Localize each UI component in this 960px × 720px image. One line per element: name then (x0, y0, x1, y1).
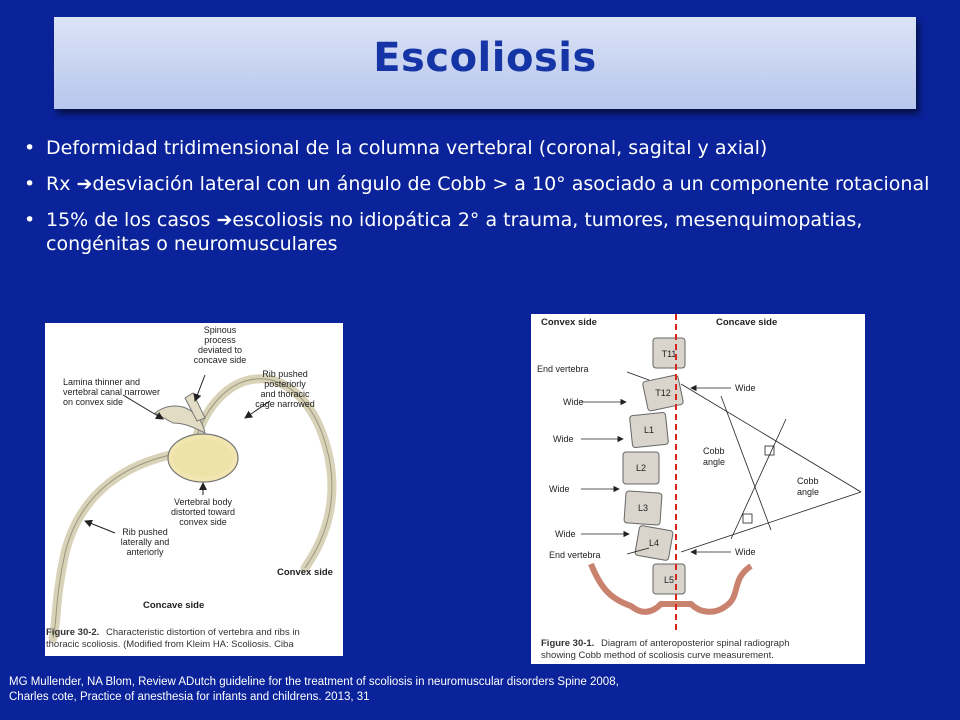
spinous-label: concave side (193, 355, 247, 365)
bullet-dot: • (24, 137, 36, 159)
wide-label: Wide (735, 383, 756, 393)
end-vertebra-label: End vertebra (549, 550, 601, 560)
vertebra-label: L3 (637, 503, 649, 513)
title-box (54, 17, 916, 109)
wide-label: Wide (553, 434, 574, 444)
vertebral-body-label: convex side (179, 517, 227, 527)
bullet-text: 15% de los casos ➔escoliosis no idiopática 2° a trauma, tumores, mesenquimopatias, congénitas o neuromusculares (46, 209, 863, 255)
convex-side-label: Convex side (277, 567, 333, 578)
vertebra-label: L4 (648, 538, 660, 548)
figure-caption-text: Characteristic distortion of vertebra and ribs in (105, 627, 300, 638)
vertebra-label: L5 (663, 575, 675, 585)
vertebra-label: T12 (655, 388, 671, 398)
lamina-label: vertebral canal narrower (63, 387, 161, 397)
bullet-text: Rx ➔desviación lateral con un ángulo de Cobb > a 10° asociado a un componente rotacional (46, 173, 930, 195)
bullet-dot: • (24, 173, 36, 195)
spinous-label: Spinous (203, 325, 237, 335)
citation (9, 675, 909, 705)
concave-side-label: Concave side (143, 600, 205, 611)
cobb-angle-label: angle (703, 457, 726, 467)
end-vertebra-label: End vertebra (537, 364, 589, 374)
spinous-label: process (204, 335, 236, 345)
spinous-label: deviated to (197, 345, 243, 355)
vertebra-label: L2 (635, 463, 647, 473)
citation-line: MG Mullender, NA Blom, Review ADutch guideline for the treatment of scoliosis in neuromuscular disorders Spine 2008, (9, 676, 619, 688)
rib-posterior-label: posteriorly (264, 379, 306, 389)
vertebral-body-label: Vertebral body (173, 497, 233, 507)
vertebra-figure (45, 323, 343, 656)
figure-caption-number: Figure 30-2. (46, 627, 100, 638)
cobb-angle-label: angle (797, 487, 820, 497)
figure-caption-number: Figure 30-1. (541, 638, 595, 649)
wide-label: Wide (555, 529, 576, 539)
bullet-text: Deformidad tridimensional de la columna vertebral (coronal, sagital y axial) (46, 137, 768, 159)
rib-posterior-label: Rib pushed (262, 369, 308, 379)
bullet-item (24, 208, 940, 256)
slide-title: Escoliosis (373, 35, 597, 81)
vertebra-label: T11 (661, 349, 677, 359)
wide-label: Wide (735, 547, 756, 557)
citation-line: Charles cote, Practice of anesthesia for infants and childrens. 2013, 31 (9, 691, 370, 703)
svg-text:Figure 30-2. Characteris (46, 627, 300, 638)
svg-text:Figure 30-1. Diagram of (541, 638, 790, 649)
vertebral-body-label: distorted toward (170, 507, 236, 517)
rib-posterior-label: and thoracic (260, 389, 310, 399)
lamina-label: on convex side (63, 397, 124, 407)
convex-side-header: Convex side (541, 317, 597, 328)
wide-label: Wide (563, 397, 584, 407)
bullet-item (24, 172, 940, 196)
rib-lateral-label: anteriorly (126, 547, 164, 557)
cobb-label: Cobb (797, 476, 819, 486)
rib-lateral-label: laterally and (120, 537, 170, 547)
lamina-label: Lamina thinner and (63, 377, 141, 387)
wide-label: Wide (549, 484, 570, 494)
bullet-list (24, 136, 940, 268)
vertebra-label: L1 (643, 425, 655, 435)
cobb-figure (531, 314, 865, 664)
bullet-item (24, 136, 940, 160)
bullet-dot: • (24, 209, 36, 231)
concave-side-header: Concave side (716, 317, 778, 328)
rib-lateral-label: Rib pushed (122, 527, 168, 537)
rib-posterior-label: cage narrowed (255, 399, 315, 409)
figure-caption-text: showing Cobb method of scoliosis curve measurement. (541, 650, 774, 661)
cobb-label: Cobb (703, 446, 725, 456)
figure-caption-text: Diagram of anteroposterior spinal radiograph (600, 638, 790, 649)
figure-caption-text: thoracic scoliosis. (Modified from Kleim HA: Scoliosis. Ciba (46, 639, 294, 650)
